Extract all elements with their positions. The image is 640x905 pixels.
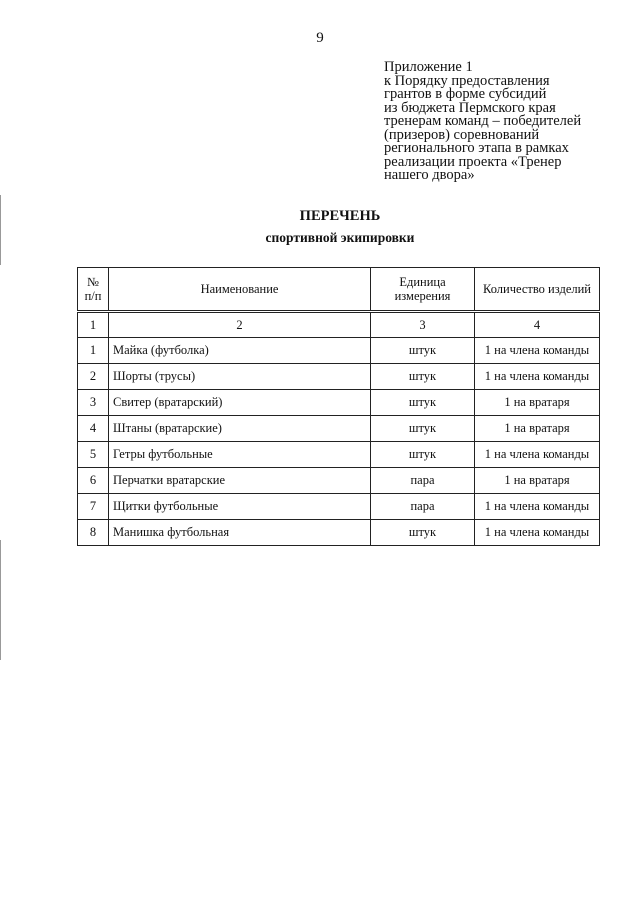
item-quantity: 1 на члена команды xyxy=(475,494,600,520)
column-number-row xyxy=(78,312,600,338)
item-unit: штук xyxy=(371,338,475,364)
appendix-line: реализации проекта «Тренер xyxy=(384,153,562,170)
item-name: Гетры футбольные xyxy=(109,442,371,468)
column-number: 4 xyxy=(475,312,600,338)
item-quantity: 1 на члена команды xyxy=(475,364,600,390)
row-number: 1 xyxy=(78,338,109,364)
table-row xyxy=(78,338,600,364)
header-qty: Количество изделий xyxy=(475,268,600,312)
table-header-row xyxy=(78,268,600,312)
table-row xyxy=(78,364,600,390)
appendix-note xyxy=(384,61,624,183)
item-name: Штаны (вратарские) xyxy=(109,416,371,442)
item-unit: пара xyxy=(371,468,475,494)
column-number: 3 xyxy=(371,312,475,338)
appendix-line: (призеров) соревнований xyxy=(384,126,540,143)
item-quantity: 1 на вратаря xyxy=(475,416,600,442)
appendix-line: грантов в форме субсидий xyxy=(384,86,547,102)
appendix-line: нашего двора» xyxy=(384,167,475,183)
table-row xyxy=(78,520,600,546)
item-name: Манишка футбольная xyxy=(109,520,371,546)
header-no: № п/п xyxy=(78,268,109,312)
item-quantity: 1 на вратаря xyxy=(475,390,600,416)
table-row xyxy=(78,416,600,442)
item-name: Перчатки вратарские xyxy=(109,468,371,494)
table-row xyxy=(78,468,600,494)
item-unit: штук xyxy=(371,442,475,468)
item-quantity: 1 на члена команды xyxy=(475,442,600,468)
item-quantity: 1 на члена команды xyxy=(475,520,600,546)
scan-edge-mark xyxy=(0,540,1,660)
item-name: Майка (футболка) xyxy=(109,338,371,364)
item-quantity: 1 на вратаря xyxy=(475,468,600,494)
row-number: 7 xyxy=(78,494,109,520)
header-name: Наименование xyxy=(109,268,371,312)
page-number: 9 xyxy=(316,30,324,46)
column-number: 1 xyxy=(78,312,109,338)
appendix-line: тренерам команд – победителей xyxy=(384,113,582,129)
appendix-line: из бюджета Пермского края xyxy=(384,99,556,116)
appendix-line: регионального этапа в рамках xyxy=(384,140,569,156)
item-name: Свитер (вратарский) xyxy=(109,390,371,416)
item-unit: пара xyxy=(371,494,475,520)
header-unit: Единица измерения xyxy=(371,268,475,312)
table-row xyxy=(78,494,600,520)
row-number: 5 xyxy=(78,442,109,468)
item-unit: штук xyxy=(371,520,475,546)
row-number: 8 xyxy=(78,520,109,546)
item-quantity: 1 на члена команды xyxy=(475,338,600,364)
row-number: 6 xyxy=(78,468,109,494)
item-unit: штук xyxy=(371,416,475,442)
row-number: 3 xyxy=(78,390,109,416)
appendix-line: к Порядку предоставления xyxy=(384,72,550,89)
row-number: 2 xyxy=(78,364,109,390)
document-title: ПЕРЕЧЕНЬ xyxy=(299,208,381,224)
table-row xyxy=(78,390,600,416)
equipment-table xyxy=(77,267,600,546)
table-row xyxy=(78,442,600,468)
row-number: 4 xyxy=(78,416,109,442)
document-subtitle: спортивной экипировки xyxy=(265,230,415,245)
appendix-line: Приложение 1 xyxy=(384,59,473,75)
item-unit: штук xyxy=(371,364,475,390)
item-name: Шорты (трусы) xyxy=(109,364,371,390)
column-number: 2 xyxy=(109,312,371,338)
item-unit: штук xyxy=(371,390,475,416)
item-name: Щитки футбольные xyxy=(109,494,371,520)
